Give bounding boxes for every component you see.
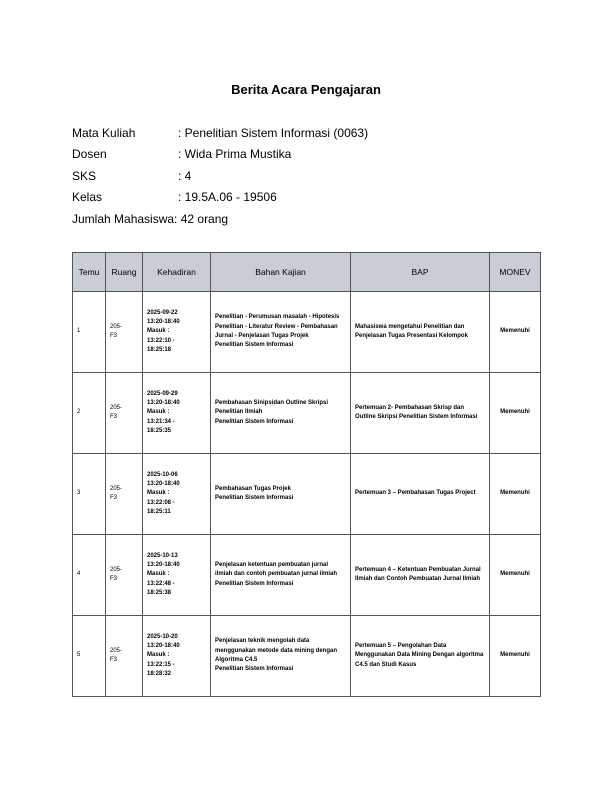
col-header-bap: BAP <box>351 253 490 292</box>
cell-bap: Mahasiswa mengetahui Penelitian dan Penjelasan Tugas Presentasi Kelompok <box>351 292 490 373</box>
col-header-bahan-kajian: Bahan Kajian <box>211 253 351 292</box>
cell-bahan-kajian: Penjelasan teknik mengolah data menggunakan metode data mining dengan Algoritma C4.5 Penelitian Sistem Informasi <box>211 616 351 697</box>
page-title: Berita Acara Pengajaran <box>231 82 381 97</box>
cell-kehadiran: 2025-10-06 13:20-18:40 Masuk : 13:22:08 - 18:25:11 <box>143 454 211 535</box>
col-header-monev: MONEV <box>490 253 541 292</box>
table-row <box>73 373 541 454</box>
col-header-temu: Temu <box>73 253 106 292</box>
mata-kuliah-row <box>72 122 542 144</box>
cell-temu: 1 <box>73 292 106 373</box>
cell-monev: Memenuhi <box>490 535 541 616</box>
cell-ruang: 205- F3 <box>106 535 143 616</box>
cell-bahan-kajian: Penjelasan ketentuan pembuatan jurnal ilmiah dan contoh pembuatan jurnal ilmiah Penelitian Sistem Informasi <box>211 535 351 616</box>
kelas-value: : 19.5A.06 - 19506 <box>178 190 277 205</box>
cell-bap: Pertemuan 4 – Ketentuan Pembuatan Jurnal Ilmiah dan Contoh Pembuatan Jurnal Ilmiah <box>351 535 490 616</box>
sks-value: : 4 <box>178 168 192 183</box>
table-header-row <box>73 253 541 292</box>
table-row <box>73 454 541 535</box>
cell-ruang: 205- F3 <box>106 373 143 454</box>
cell-bahan-kajian: Pembahasan Sinipsidan Outline Skripsi Penelitian Ilmiah Penelitian Sistem Informasi <box>211 373 351 454</box>
cell-bahan-kajian: Penelitian - Perumusan masalah - Hipotesis Penelitian - Literatur Review - Pembahasan Jurnal - Penjelasan Tugas Projek Penelitian Sistem Informasi <box>211 292 351 373</box>
kelas-label: Kelas <box>72 190 103 205</box>
course-info <box>72 122 542 230</box>
mata-kuliah-value: : Penelitian Sistem Informasi (0063) <box>178 125 369 140</box>
col-header-ruang: Ruang <box>106 253 143 292</box>
cell-temu: 3 <box>73 454 106 535</box>
cell-bap: Pertemuan 3 – Pembahasan Tugas Project <box>351 454 490 535</box>
table-row <box>73 292 541 373</box>
dosen-label: Dosen <box>72 147 107 162</box>
cell-ruang: 205- F3 <box>106 616 143 697</box>
jumlah-mahasiswa: Jumlah Mahasiswa: 42 orang <box>72 211 229 226</box>
table-row <box>73 616 541 697</box>
cell-kehadiran: 2025-10-20 13:20-18:40 Masuk : 13:22:15 - 18:28:32 <box>143 616 211 697</box>
table-row <box>73 535 541 616</box>
cell-monev: Memenuhi <box>490 454 541 535</box>
cell-monev: Memenuhi <box>490 373 541 454</box>
kelas-row <box>72 187 542 209</box>
cell-monev: Memenuhi <box>490 616 541 697</box>
cell-temu: 2 <box>73 373 106 454</box>
col-header-kehadiran: Kehadiran <box>143 253 211 292</box>
cell-ruang: 205- F3 <box>106 292 143 373</box>
cell-bap: Pertemuan 5 – Pengolahan Data Menggunakan Data Mining Dengan algoritma C4.5 dan Studi Kasus <box>351 616 490 697</box>
dosen-value: : Wida Prima Mustika <box>178 147 292 162</box>
cell-ruang: 205- F3 <box>106 454 143 535</box>
jumlah-mahasiswa-row <box>72 208 542 230</box>
cell-kehadiran: 2025-10-13 13:20-18:40 Masuk : 13:22:48 - 18:25:38 <box>143 535 211 616</box>
cell-kehadiran: 2025-09-29 13:20-18:40 Masuk : 13:21:34 - 18:25:35 <box>143 373 211 454</box>
mata-kuliah-label: Mata Kuliah <box>72 125 136 140</box>
cell-kehadiran: 2025-09-22 13:20-18:40 Masuk : 13:22:10 - 18:25:18 <box>143 292 211 373</box>
bap-table <box>72 252 541 697</box>
cell-bahan-kajian: Pembahasan Tugas Projek Penelitian Sistem Informasi <box>211 454 351 535</box>
dosen-row <box>72 144 542 166</box>
sks-label: SKS <box>72 168 97 183</box>
sks-row <box>72 165 542 187</box>
cell-temu: 4 <box>73 535 106 616</box>
cell-monev: Memenuhi <box>490 292 541 373</box>
cell-temu: 5 <box>73 616 106 697</box>
cell-bap: Pertemuan 2- Pembahasan Skrisp dan Outline Skripsi Penelitian Sistem Informasi <box>351 373 490 454</box>
